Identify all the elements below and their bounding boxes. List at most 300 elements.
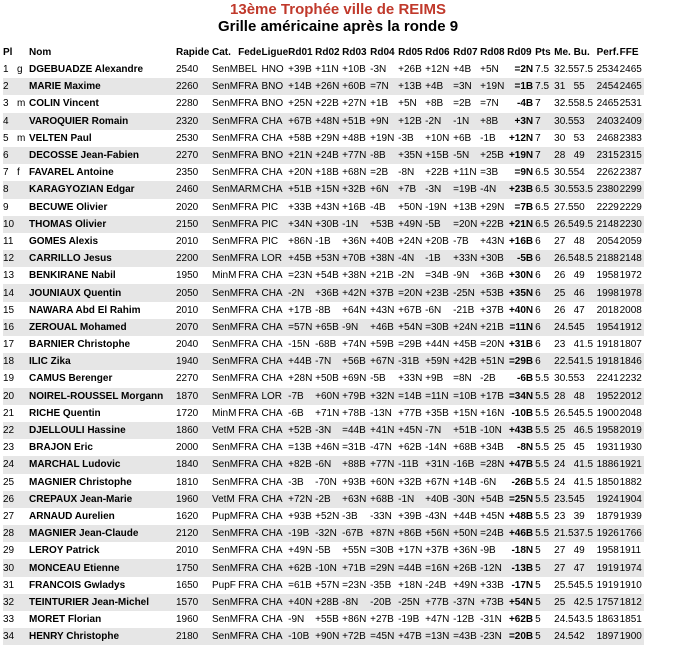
cell-rapide: 2260 xyxy=(176,78,212,95)
cell-ligue: CHA xyxy=(261,353,288,370)
cell-me: 24 xyxy=(554,456,573,473)
table-row xyxy=(3,216,644,233)
cell-pl: 6 xyxy=(3,147,17,164)
cell-rd08: +34B xyxy=(480,442,504,454)
cell-perf: 2241 xyxy=(596,373,619,385)
cell-rd08: +19N xyxy=(480,78,507,95)
cell-rd06: +15B xyxy=(425,147,453,164)
cell-rd04: =29N xyxy=(370,559,398,576)
cell-rd07: -16B xyxy=(453,456,480,473)
cell-ffe: 1939 xyxy=(619,510,642,522)
cell-title: m xyxy=(17,132,26,144)
cell-rd04: -35B xyxy=(370,579,392,591)
column-header-rd04: Rd04 xyxy=(370,47,395,58)
cell-rd03: -9N xyxy=(342,319,370,336)
cell-cat: SenM xyxy=(212,284,238,301)
cell-rd03: +55N xyxy=(342,545,367,557)
cell-rd03: +86N xyxy=(342,614,367,626)
cell-rapide: 1810 xyxy=(176,476,199,488)
cell-rd08: +22B xyxy=(480,216,507,233)
table-row xyxy=(3,95,644,112)
cell-ffe: 1911 xyxy=(619,545,642,557)
cell-name: ZEROUAL Mohamed xyxy=(29,319,176,336)
cell-rd07: +26B xyxy=(453,559,480,576)
cell-cat: MinM xyxy=(212,270,237,282)
cell-rapide: 2280 xyxy=(176,98,199,110)
cell-rd05: +62B xyxy=(398,442,422,454)
cell-rd02: +15N xyxy=(315,181,342,198)
cell-perf: 2229 xyxy=(596,201,619,213)
table-row xyxy=(3,164,644,181)
cell-rd03: +36N xyxy=(342,235,367,247)
cell-cat: SenM xyxy=(212,181,238,198)
cell-rd05: +7B xyxy=(398,181,425,198)
table-row xyxy=(3,113,644,130)
table-row xyxy=(3,559,644,576)
cell-rd09: -13B xyxy=(507,559,535,576)
cell-ffe: 1807 xyxy=(619,339,642,351)
cell-perf: 1757 xyxy=(597,594,620,611)
cell-rd07: +15N xyxy=(453,407,478,419)
cell-ligue: CHA xyxy=(261,525,288,542)
table-row xyxy=(3,628,644,645)
cell-rd05: +45N xyxy=(398,422,425,439)
cell-cat: SenM xyxy=(212,614,239,626)
cell-name: JOUNIAUX Quentin xyxy=(29,284,176,301)
cell-rd09: +21N xyxy=(507,216,535,233)
cell-rd04: +1B xyxy=(370,98,389,110)
cell-name: THOMAS Olivier xyxy=(29,216,176,233)
cell-ffe: 1882 xyxy=(619,476,642,488)
cell-rd09: -6B xyxy=(517,373,534,385)
cell-cat: SenM xyxy=(212,304,239,316)
cell-perf: 1931 xyxy=(596,442,619,454)
cell-name: ILIC Zika xyxy=(29,353,176,370)
cell-rd04: =2B xyxy=(370,167,389,179)
cell-rd06: +31N xyxy=(425,456,453,473)
cell-rd08: -4N xyxy=(480,181,507,198)
cell-rd06: +59N xyxy=(425,353,453,370)
table-row xyxy=(3,474,644,491)
cell-rd01: -15N xyxy=(288,339,310,351)
cell-perf: 2148 xyxy=(597,216,620,233)
cell-rd01: =23N xyxy=(288,270,313,282)
cell-bu: 48.5 xyxy=(574,250,597,267)
cell-pts: 6.5 xyxy=(535,201,550,213)
column-header-pts: Pts xyxy=(535,47,551,58)
cell-rd02: +54B xyxy=(315,270,339,282)
cell-cat: SenM xyxy=(212,442,239,454)
cell-rd08: =20N xyxy=(480,339,505,351)
cell-fede: FRA xyxy=(238,319,261,336)
cell-title xyxy=(17,388,29,405)
cell-rd07: +68B xyxy=(453,442,477,454)
cell-cat: SenM xyxy=(212,545,239,557)
cell-rd09: +40N xyxy=(508,304,534,316)
cell-rd05: -31B xyxy=(398,353,425,370)
cell-title xyxy=(17,216,29,233)
cell-rd04: +43N xyxy=(370,304,395,316)
cell-bu: 50 xyxy=(573,201,585,213)
cell-rd06: +10N xyxy=(425,132,450,144)
cell-me: 25 xyxy=(554,284,573,301)
cell-title xyxy=(17,336,29,353)
cell-cat: SenM xyxy=(212,201,239,213)
cell-rd04: +32N xyxy=(370,388,398,405)
cell-perf: 2188 xyxy=(597,250,620,267)
cell-rd06: +77B xyxy=(425,594,453,611)
cell-name: KARAGYOZIAN Edgar xyxy=(29,181,176,198)
cell-fede: FRA xyxy=(238,545,259,557)
cell-cat: SenM xyxy=(212,113,238,130)
cell-rd02: +65B xyxy=(315,319,342,336)
cell-pts: 5 xyxy=(535,614,541,626)
cell-rd06: -24B xyxy=(425,579,447,591)
cell-ffe: 1930 xyxy=(619,442,642,454)
cell-fede: FRA xyxy=(238,491,261,508)
cell-bu: 49 xyxy=(574,147,597,164)
cell-bu: 53 xyxy=(574,113,597,130)
cell-rd09: =2N xyxy=(514,64,534,76)
cell-pl: 26 xyxy=(3,491,17,508)
cell-bu: 41.5 xyxy=(573,476,594,488)
cell-rd03: +38N xyxy=(342,270,367,282)
cell-rd02: +36B xyxy=(315,284,342,301)
cell-name: NOIREL-ROUSSEL Morgann xyxy=(29,388,176,405)
cell-me: 23 xyxy=(554,339,566,351)
column-header-me: Me. xyxy=(554,47,571,58)
cell-fede: FRA xyxy=(238,510,259,522)
cell-bu: 55 xyxy=(574,78,597,95)
cell-fede: FRA xyxy=(238,270,259,282)
cell-rd07: +45B xyxy=(453,339,477,351)
table-row xyxy=(3,199,644,216)
cell-rd04: +27B xyxy=(370,614,394,626)
cell-rd08: +73B xyxy=(480,594,507,611)
cell-pts: 5.5 xyxy=(535,442,550,454)
cell-pl: 11 xyxy=(3,235,14,247)
cell-title xyxy=(17,199,29,216)
cell-rd08: =24B xyxy=(480,525,507,542)
cell-title xyxy=(17,405,29,422)
cell-rd03: -3B xyxy=(342,510,358,522)
cell-rd09: -10B xyxy=(511,407,534,419)
cell-rd01: +17B xyxy=(288,304,312,316)
cell-bu: 39 xyxy=(573,510,585,522)
cell-cat: SenM xyxy=(212,628,238,645)
cell-rd09: -18N xyxy=(511,545,534,557)
cell-rd02: -5B xyxy=(315,545,331,557)
cell-rd08: -31N xyxy=(480,614,502,626)
cell-cat: SenM xyxy=(212,525,238,542)
cell-rapide: 2350 xyxy=(176,167,199,179)
cell-title xyxy=(17,319,29,336)
cell-cat: SenM xyxy=(212,64,239,76)
cell-rd06: -14N xyxy=(425,442,447,454)
cell-rd07: -12B xyxy=(453,614,475,626)
cell-rd06: +44N xyxy=(425,339,450,351)
cell-ligue: CHA xyxy=(261,559,288,576)
cell-rd07: -5N xyxy=(453,147,480,164)
cell-pl: 2 xyxy=(3,78,17,95)
cell-pts: 5.5 xyxy=(535,422,554,439)
cell-me: 32.5 xyxy=(554,64,574,76)
cell-rd05: +54N xyxy=(398,319,425,336)
cell-rd04: +6N xyxy=(370,181,398,198)
cell-name: MAGNIER Christophe xyxy=(29,476,132,488)
cell-pts: 7.5 xyxy=(535,78,554,95)
cell-pl: 33 xyxy=(3,614,15,626)
cell-rd09: =7B xyxy=(514,201,534,213)
table-row xyxy=(3,250,644,267)
cell-rd02: +46N xyxy=(315,442,340,454)
table-row xyxy=(3,491,644,508)
cell-cat: SenM xyxy=(212,353,238,370)
cell-perf: 1900 xyxy=(596,407,619,419)
cell-rd05: +86B xyxy=(398,525,425,542)
table-row xyxy=(3,594,644,611)
cell-rd02: -1B xyxy=(315,235,331,247)
cell-rd05: =20N xyxy=(398,284,425,301)
cell-rd03: +77N xyxy=(342,147,370,164)
cell-me: 24.5 xyxy=(554,614,574,626)
cell-rd09: -26B xyxy=(511,476,534,488)
cell-rd07: =20N xyxy=(453,216,480,233)
cell-cat: SenM xyxy=(212,250,238,267)
cell-rd04: -20B xyxy=(370,594,398,611)
cell-rd01: -2N xyxy=(288,284,315,301)
column-header-rd06: Rd06 xyxy=(425,47,450,58)
cell-rd01: +51B xyxy=(288,181,315,198)
cell-rd01: +49N xyxy=(288,545,313,557)
cell-perf: 2465 xyxy=(596,98,619,110)
cell-rd04: +19N xyxy=(370,132,395,144)
cell-rd02: +55B xyxy=(315,614,339,626)
cell-perf: 2262 xyxy=(596,167,619,179)
cell-name: VELTEN Paul xyxy=(29,132,92,144)
cell-fede: FRA xyxy=(238,422,261,439)
cell-ffe: 1812 xyxy=(620,594,644,611)
cell-pl: 17 xyxy=(3,339,15,351)
cell-rapide: 2070 xyxy=(176,319,212,336)
cell-rd09: +43B xyxy=(507,422,535,439)
cell-me: 31 xyxy=(554,78,573,95)
cell-me: 28 xyxy=(554,147,573,164)
cell-ligue: CHA xyxy=(261,579,283,591)
cell-rd07: -25N xyxy=(453,284,480,301)
cell-rd05: +39B xyxy=(398,510,422,522)
cell-rd08: +5N xyxy=(480,64,499,76)
cell-rapide: 1950 xyxy=(176,270,199,282)
cell-name: VAROQUIER Romain xyxy=(29,113,176,130)
cell-rd02: -8B xyxy=(315,304,331,316)
cell-rd07: -9N xyxy=(453,270,470,282)
cell-rd03: -67B xyxy=(342,525,370,542)
cell-pl: 10 xyxy=(3,216,17,233)
cell-pl: 31 xyxy=(3,579,15,591)
cell-pl: 32 xyxy=(3,594,17,611)
cell-fede: FRA xyxy=(238,407,259,419)
cell-bu: 49 xyxy=(573,545,585,557)
cell-rd04: =45N xyxy=(370,628,398,645)
cell-pts: 5.5 xyxy=(535,373,550,385)
cell-rd01: +93B xyxy=(288,510,312,522)
cell-ffe: 2148 xyxy=(620,250,644,267)
cell-fede: FRA xyxy=(238,614,259,626)
cell-cat: MinM xyxy=(212,407,237,419)
cell-perf: 1954 xyxy=(597,319,620,336)
cell-me: 26.5 xyxy=(554,216,573,233)
cell-rd03: +64N xyxy=(342,304,367,316)
cell-fede: FRA xyxy=(238,235,259,247)
cell-bu: 49 xyxy=(573,270,585,282)
cell-title xyxy=(17,559,29,576)
cell-bu: 58.5 xyxy=(573,98,594,110)
cell-pl: 9 xyxy=(3,201,9,213)
cell-rd03: +48B xyxy=(342,132,366,144)
cell-title: m xyxy=(17,98,26,110)
cell-ffe: 2387 xyxy=(619,167,642,179)
column-header-rd03: Rd03 xyxy=(342,47,367,58)
cell-rd02: +22B xyxy=(315,98,339,110)
cell-rd09: -4B xyxy=(517,98,534,110)
cell-rd09: +35N xyxy=(507,284,535,301)
cell-name: ARNAUD Aurelien xyxy=(29,510,115,522)
cell-bu: 42.5 xyxy=(574,594,597,611)
cell-name: MAGNIER Jean-Claude xyxy=(29,525,176,542)
cell-pts: 7 xyxy=(535,132,541,144)
cell-fede: FRA xyxy=(238,78,261,95)
cell-rd05: +24N xyxy=(398,235,423,247)
cell-me: 28 xyxy=(554,388,573,405)
cell-title xyxy=(17,250,29,267)
cell-fede: FRA xyxy=(238,98,259,110)
cell-rd03: +60B xyxy=(342,78,370,95)
cell-cat: SenM xyxy=(212,216,238,233)
cell-me: 30.5 xyxy=(554,113,573,130)
table-row xyxy=(3,130,644,147)
cell-rd04: =7N xyxy=(370,78,398,95)
cell-fede: BEL xyxy=(238,64,258,76)
cell-rd07: +42B xyxy=(453,353,480,370)
cell-rd04: +77N xyxy=(370,456,398,473)
cell-pts: 6 xyxy=(535,339,541,351)
cell-ffe: 2019 xyxy=(620,422,644,439)
cell-fede: FRA xyxy=(238,559,261,576)
cell-pts: 5 xyxy=(535,559,554,576)
cell-rd06: -3N xyxy=(425,181,453,198)
cell-fede: FRA xyxy=(238,373,259,385)
cell-fede: FRA xyxy=(238,353,261,370)
cell-rd09: +62B xyxy=(508,614,534,626)
cell-name: CREPAUX Jean-Marie xyxy=(29,491,176,508)
cell-me: 21.5 xyxy=(554,525,573,542)
cell-cat: SenM xyxy=(212,78,238,95)
cell-me: 26 xyxy=(554,270,566,282)
cell-rapide: 1940 xyxy=(176,353,212,370)
cell-rapide: 2050 xyxy=(176,284,212,301)
cell-rd04: =30B xyxy=(370,545,394,557)
cell-rd06: =34B xyxy=(425,270,449,282)
cell-rd09: +3N xyxy=(507,113,535,130)
cell-rapide: 1840 xyxy=(176,456,212,473)
cell-me: 30.5 xyxy=(554,373,574,385)
cell-rd01: +72N xyxy=(288,491,315,508)
cell-pts: 6.5 xyxy=(535,181,554,198)
cell-ligue: CHA xyxy=(261,545,283,557)
cell-rd05: +32B xyxy=(398,476,422,488)
cell-ligue: CHA xyxy=(261,456,288,473)
cell-me: 23 xyxy=(554,510,566,522)
cell-rd02: -3N xyxy=(315,422,342,439)
cell-ffe: 2299 xyxy=(620,181,644,198)
cell-rd06: =11N xyxy=(425,388,453,405)
table-row xyxy=(3,78,644,95)
cell-rd06: -6N xyxy=(425,304,442,316)
table-row xyxy=(3,405,644,422)
table-row xyxy=(3,439,644,456)
cell-perf: 1918 xyxy=(597,353,620,370)
cell-rd05: +13B xyxy=(398,78,425,95)
cell-ligue: CHA xyxy=(261,476,283,488)
cell-pl: 8 xyxy=(3,181,17,198)
cell-ffe: 1846 xyxy=(620,353,644,370)
cell-name: CAMUS Berenger xyxy=(29,373,113,385)
cell-cat: VetM xyxy=(212,491,238,508)
column-header-rd07: Rd07 xyxy=(453,47,478,58)
cell-rd01: -3B xyxy=(288,476,304,488)
cell-name: TEINTURIER Jean-Michel xyxy=(29,594,176,611)
cell-rd02: +24B xyxy=(315,147,342,164)
cell-ffe: 1904 xyxy=(620,491,644,508)
cell-ligue: BNO xyxy=(261,98,284,110)
cell-ffe: 2315 xyxy=(620,147,644,164)
cell-pts: 6 xyxy=(535,270,541,282)
cell-ffe: 1912 xyxy=(620,319,644,336)
cell-rd09: +30N xyxy=(508,270,534,282)
cell-me: 25 xyxy=(554,594,573,611)
column-header-pl: Pl xyxy=(3,47,13,58)
cell-ligue: CHA xyxy=(261,407,283,419)
cell-ffe: 2059 xyxy=(619,235,642,247)
cell-name: BRAJON Eric xyxy=(29,442,93,454)
cell-pl: 16 xyxy=(3,319,17,336)
cell-rd06: =30B xyxy=(425,319,453,336)
cell-rapide: 2010 xyxy=(176,235,199,247)
cell-me: 22.5 xyxy=(554,353,573,370)
cell-rd05: +33N xyxy=(398,373,423,385)
cell-me: 24.5 xyxy=(554,319,573,336)
cell-rd05: +17N xyxy=(398,545,423,557)
cell-rd08: +53B xyxy=(480,284,507,301)
cell-rd07: =2B xyxy=(453,98,472,110)
cell-rapide: 2150 xyxy=(176,216,212,233)
table-row xyxy=(3,61,644,78)
table-row xyxy=(3,319,644,336)
cell-me: 25 xyxy=(554,422,573,439)
cell-bu: 48 xyxy=(574,388,597,405)
cell-rd04: +21B xyxy=(370,270,394,282)
table-row xyxy=(3,611,644,628)
cell-rd03: +56B xyxy=(342,353,370,370)
cell-rd04: -13N xyxy=(370,407,392,419)
cell-rapide: 2000 xyxy=(176,442,199,454)
cell-ligue: BNO xyxy=(261,78,288,95)
cell-rd05: +18N xyxy=(398,579,423,591)
cell-rd08: +37B xyxy=(480,304,504,316)
cell-rd08: -1B xyxy=(480,132,496,144)
cell-perf: 2018 xyxy=(596,304,619,316)
